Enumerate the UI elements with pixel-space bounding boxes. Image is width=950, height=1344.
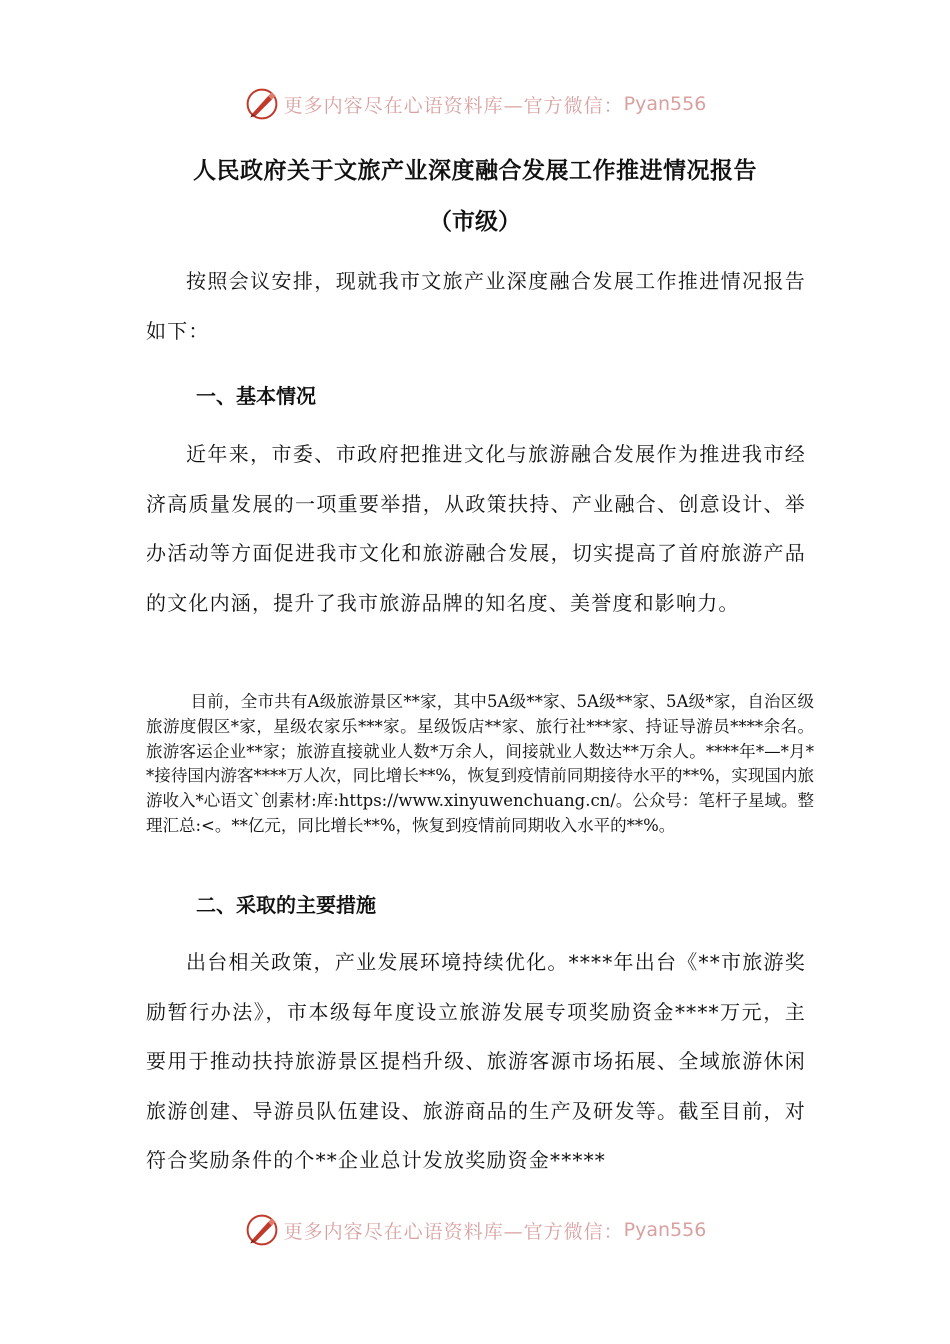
intro-paragraph: 按照会议安排，现就我市文旅产业深度融合发展工作推进情况报告如下： xyxy=(146,269,806,343)
section2-paragraph-1: 出台相关政策，产业发展环境持续优化。****年出台《**市旅游奖励暂行办法》，市本级每年度设立旅游发展专项奖励资金****万元，主要用于推动扶持旅游景区提档升级、旅游客源市场拓展、全域旅游休闲旅游创建、导游员队伍建设、旅游商品的生产及研发等。截至目前，对符合奖励条件的个**企业总计发放奖励资金***** xyxy=(146,950,806,1172)
document-subtitle: （市级） xyxy=(429,209,521,235)
document-title: 人民政府关于文旅产业深度融合发展工作推进情况报告 xyxy=(193,158,757,184)
section1-paragraph-1: 近年来，市委、市政府把推进文化与旅游融合发展作为推进我市经济高质量发展的一项重要举措，从政策扶持、产业融合、创意设计、举办活动等方面促进我市文化和旅游融合发展，切实提高了首府旅游产品的文化内涵，提升了我市旅游品牌的知名度、美誉度和影响力。 xyxy=(146,442,806,615)
watermark-text: 更多内容尽在心语资料库—官方微信： xyxy=(283,94,624,117)
footer-watermark xyxy=(0,1210,950,1250)
pen-logo-icon xyxy=(244,1212,280,1248)
pen-logo-icon xyxy=(244,86,280,122)
header-watermark xyxy=(0,84,950,124)
section1-paragraph-2: 目前，全市共有A级旅游景区**家，其中5A级**家、5A级**家、5A级*家，自治区级旅游度假区*家，星级农家乐***家。星级饭店**家、旅行社***家、持证导游员****余名。旅游客运企业**家；旅游直接就业人数*万余人，间接就业人数达**万余人。****年*—*月**接待国内游客****万人次，同比增长**%，恢复到疫情前同期接待水平的**%，实现国内旅游收入*心语文`创素材:库:https://www.xinyuwenchuang.cn/。公众号：笔杆子星域。整理汇总:<。**亿元，同比增长**%，恢复到疫情前同期收入水平的**%。 xyxy=(146,692,814,835)
section2-heading: 二、采取的主要措施 xyxy=(196,893,376,917)
watermark-text: 更多内容尽在心语资料库—官方微信： xyxy=(283,1220,624,1243)
watermark-wechat-id: Pyan556 xyxy=(623,93,707,115)
section1-heading: 一、基本情况 xyxy=(196,384,316,408)
watermark-wechat-id: Pyan556 xyxy=(623,1219,707,1241)
